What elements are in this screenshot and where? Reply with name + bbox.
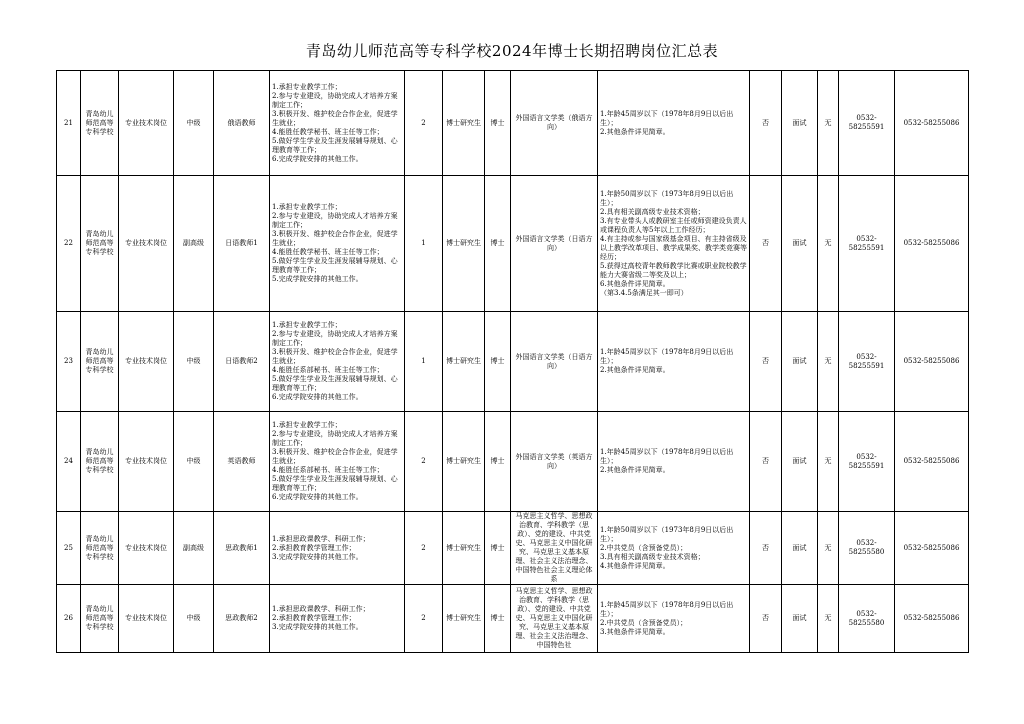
category-cell: 专业技术岗位 (119, 71, 174, 176)
table-row (57, 71, 969, 176)
row-number: 23 (57, 312, 81, 412)
degree-cell: 博士 (485, 71, 511, 176)
duties-cell: 1.承担专业教学工作； 2.参与专业建设，协助完成人才培养方案制定工作； 3.积极开发、维护校企合作企业，促进学生就业； 4.能胜任教学秘书、班主任等工作； 5.做好学生学业及生涯发展辅导规划、心理教育等工作； 6.完成学院安排的其他工作。 (270, 71, 405, 176)
phone-cell: 0532-58255591 (839, 176, 895, 312)
degree-cell: 博士 (485, 176, 511, 312)
post-name-cell: 思政教师2 (214, 585, 270, 653)
degree-cell: 博士 (485, 512, 511, 585)
unit-cell: 青岛幼儿师范高等专科学校 (81, 176, 119, 312)
level-cell: 中级 (174, 312, 214, 412)
remark-cell: 无 (818, 312, 839, 412)
duties-cell: 1.承担专业教学工作； 2.参与专业建设，协助完成人才培养方案制定工作； 3.积极开发、维护校企合作企业，促进学生就业； 4.能胜任系部秘书、班主任等工作； 5.做好学生学业及生涯发展辅导规划、心理教育等工作； 6.完成学院安排的其他工作。 (270, 412, 405, 512)
phone-cell: 0532-58255086 (895, 176, 969, 312)
phone-cell: 0532-58255591 (839, 71, 895, 176)
major-cell: 外国语言文学类（日语方向） (511, 312, 598, 412)
level-cell: 中级 (174, 412, 214, 512)
post-name-cell: 日语教师1 (214, 176, 270, 312)
category-cell: 专业技术岗位 (119, 412, 174, 512)
ratio-cell: 否 (750, 71, 782, 176)
requirements-cell: 1.年龄45周岁以下（1978年8月9日以后出生）； 2.其他条件详见简章。 (598, 412, 750, 512)
post-name-cell: 俄语教师 (214, 71, 270, 176)
remark-cell: 无 (818, 71, 839, 176)
duties-cell: 1.承担专业教学工作； 2.参与专业建设，协助完成人才培养方案制定工作； 3.积极开发、维护校企合作企业，促进学生就业； 4.能胜任教学秘书、班主任等工作； 5.做好学生学业及生涯发展辅导规划、心理教育等工作； 5.完成学院安排的其他工作。 (270, 176, 405, 312)
major-cell: 外国语言文学类（日语方向） (511, 176, 598, 312)
phone-cell: 0532-58255580 (839, 585, 895, 653)
ratio-cell: 否 (750, 585, 782, 653)
recruitment-table (56, 70, 969, 653)
post-name-cell: 日语教师2 (214, 312, 270, 412)
table-row (57, 512, 969, 585)
category-cell: 专业技术岗位 (119, 312, 174, 412)
level-cell: 中级 (174, 71, 214, 176)
unit-cell: 青岛幼儿师范高等专科学校 (81, 71, 119, 176)
level-cell: 中级 (174, 585, 214, 653)
count-cell: 2 (405, 585, 443, 653)
level-cell: 副高级 (174, 176, 214, 312)
phone-cell: 0532-58255591 (839, 312, 895, 412)
requirements-cell: 1.年龄45周岁以下（1978年8月9日以后出生）； 2.中共党员（含预备党员）； 3.其他条件详见简章。 (598, 585, 750, 653)
unit-cell: 青岛幼儿师范高等专科学校 (81, 585, 119, 653)
remark-cell: 无 (818, 176, 839, 312)
degree-cell: 博士 (485, 412, 511, 512)
method-cell: 面试 (782, 412, 818, 512)
phone-cell: 0532-58255086 (895, 71, 969, 176)
major-cell: 外国语言文学类（俄语方向） (511, 71, 598, 176)
duties-cell: 1.承担思政课教学、科研工作； 2.承担教育教学管理工作； 3.完成学院安排的其他工作。 (270, 512, 405, 585)
major-cell: 马克思主义哲学、思想政治教育、学科教学（思政）、党的建设、中共党史、马克思主义中国化研究、马克思主义基本原理、社会主义法治理念、中国特色社会主义理论体系 (511, 512, 598, 585)
degree-cell: 博士 (485, 312, 511, 412)
unit-cell: 青岛幼儿师范高等专科学校 (81, 312, 119, 412)
remark-cell: 无 (818, 585, 839, 653)
count-cell: 2 (405, 512, 443, 585)
major-cell: 马克思主义哲学、思想政治教育、学科教学（思政）、党的建设、中共党史、马克思主义中国化研究、马克思主义基本原理、社会主义法治理念、中国特色社 (511, 585, 598, 653)
ratio-cell: 否 (750, 512, 782, 585)
table-row (57, 412, 969, 512)
method-cell: 面试 (782, 585, 818, 653)
education-cell: 博士研究生 (443, 512, 485, 585)
remark-cell: 无 (818, 512, 839, 585)
count-cell: 1 (405, 176, 443, 312)
education-cell: 博士研究生 (443, 585, 485, 653)
category-cell: 专业技术岗位 (119, 176, 174, 312)
row-number: 21 (57, 71, 81, 176)
table-body (57, 71, 969, 653)
row-number: 25 (57, 512, 81, 585)
row-number: 24 (57, 412, 81, 512)
level-cell: 副高级 (174, 512, 214, 585)
requirements-cell: 1.年龄50周岁以下（1973年8月9日以后出生）； 2.中共党员（含预备党员）； 3.具有相关副高级专业技术资格； 4.其他条件详见简章。 (598, 512, 750, 585)
table-row (57, 585, 969, 653)
requirements-cell: 1.年龄45周岁以下（1978年8月9日以后出生）； 2.其他条件详见简章。 (598, 312, 750, 412)
remark-cell: 无 (818, 412, 839, 512)
ratio-cell: 否 (750, 312, 782, 412)
row-number: 22 (57, 176, 81, 312)
education-cell: 博士研究生 (443, 312, 485, 412)
degree-cell: 博士 (485, 585, 511, 653)
ratio-cell: 否 (750, 412, 782, 512)
method-cell: 面试 (782, 312, 818, 412)
count-cell: 1 (405, 312, 443, 412)
phone-cell: 0532-58255086 (895, 512, 969, 585)
phone-cell: 0532-58255580 (839, 512, 895, 585)
requirements-cell: 1.年龄45周岁以下（1978年8月9日以后出生）； 2.其他条件详见简章。 (598, 71, 750, 176)
phone-cell: 0532-58255086 (895, 412, 969, 512)
post-name-cell: 英语教师 (214, 412, 270, 512)
duties-cell: 1.承担思政课教学、科研工作； 2.承担教育教学管理工作； 3.完成学院安排的其他工作。 (270, 585, 405, 653)
phone-cell: 0532-58255086 (895, 312, 969, 412)
method-cell: 面试 (782, 176, 818, 312)
table-row (57, 176, 969, 312)
unit-cell: 青岛幼儿师范高等专科学校 (81, 512, 119, 585)
requirements-cell: 1.年龄50周岁以下（1973年8月9日以后出生）； 2.具有相关副高级专业技术资格； 3.有专业带头人或教研室主任或师资建设负责人或课程负责人等5年以上工作经历； 4.有主持或参与国家级基金项目、有主持省级及以上教学改革项目、教学成果奖、教学类竞赛等经历； 5.获得过高校青年教师教学比赛或职业院校教学能力大赛省级二等奖及以上； 6.其他条件详见简章。 （第3.4.5条满足其一即可） (598, 176, 750, 312)
method-cell: 面试 (782, 71, 818, 176)
phone-cell: 0532-58255086 (895, 585, 969, 653)
count-cell: 2 (405, 71, 443, 176)
row-number: 26 (57, 585, 81, 653)
duties-cell: 1.承担专业教学工作； 2.参与专业建设，协助完成人才培养方案制定工作； 3.积极开发、维护校企合作企业，促进学生就业； 4.能胜任系部秘书、班主任等工作； 5.做好学生学业及生涯发展辅导规划、心理教育等工作； 6.完成学院安排的其他工作。 (270, 312, 405, 412)
category-cell: 专业技术岗位 (119, 585, 174, 653)
education-cell: 博士研究生 (443, 71, 485, 176)
method-cell: 面试 (782, 512, 818, 585)
page-title: 青岛幼儿师范高等专科学校2024年博士长期招聘岗位汇总表 (305, 42, 719, 60)
table-row (57, 312, 969, 412)
education-cell: 博士研究生 (443, 176, 485, 312)
major-cell: 外国语言文学类（英语方向） (511, 412, 598, 512)
count-cell: 2 (405, 412, 443, 512)
education-cell: 博士研究生 (443, 412, 485, 512)
post-name-cell: 思政教师1 (214, 512, 270, 585)
unit-cell: 青岛幼儿师范高等专科学校 (81, 412, 119, 512)
phone-cell: 0532-58255591 (839, 412, 895, 512)
category-cell: 专业技术岗位 (119, 512, 174, 585)
ratio-cell: 否 (750, 176, 782, 312)
